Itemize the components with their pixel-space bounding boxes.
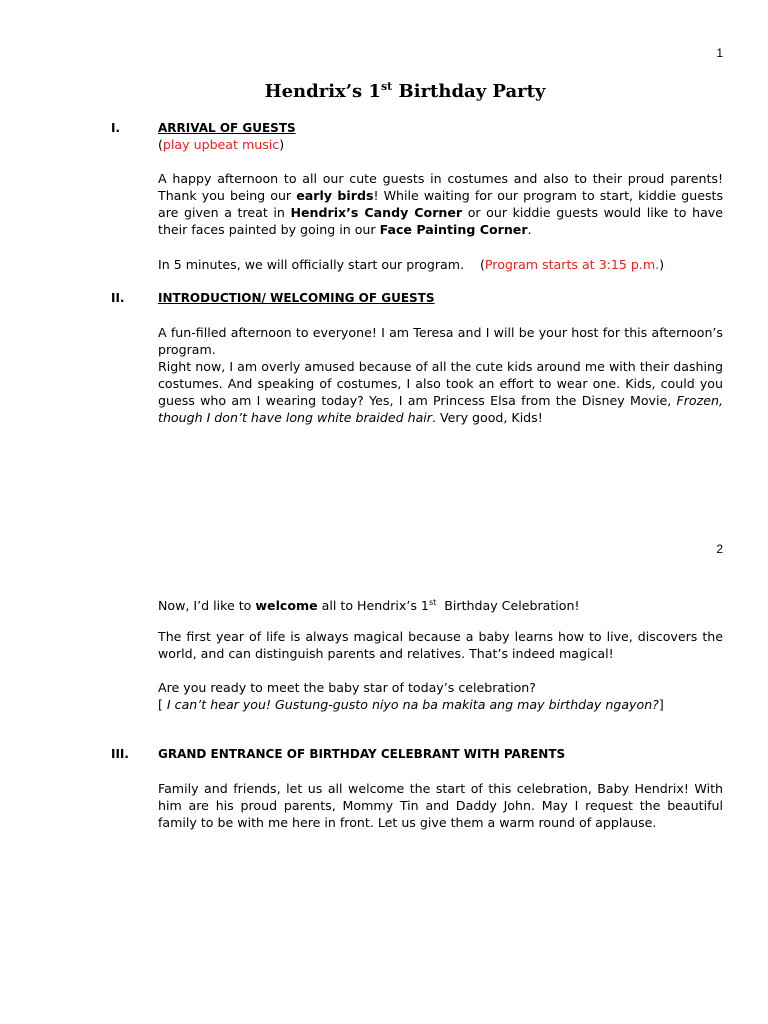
page-number: 2 — [716, 542, 723, 556]
section-heading: ARRIVAL OF GUESTS — [158, 121, 296, 135]
page-number: 1 — [716, 46, 723, 60]
section-number: III. — [111, 747, 129, 761]
grand-entrance-paragraph: Family and friends, let us all welcome the start of this celebration, Baby Hendrix! With him are his proud parents, Mommy Tin and Daddy John. May I request the beautiful family to be with me here in front. Let us give them a warm round of applause. — [158, 781, 723, 830]
host-intro-paragraph: A fun-filled afternoon to everyone! I am Teresa and I will be your host for this afternoon’s program. Right now, I am overly amused because of all the cute kids around me with their dashing costumes. And speaking of costumes, I also took an effort to wear one. Kids, could you guess who am I wearing today? Yes, I am Princess Elsa from the Disney Movie, Frozen, though I don’t have long white braided hair. Very good, Kids! — [158, 325, 723, 425]
welcome-paragraph: Now, I’d like to welcome all to Hendrix’s 1st Birthday Celebration! — [158, 598, 580, 614]
section-heading: GRAND ENTRANCE OF BIRTHDAY CELEBRANT WITH PARENTS — [158, 747, 566, 761]
section-number: II. — [111, 291, 125, 305]
program-start-paragraph: In 5 minutes, we will officially start our program. (Program starts at 3:15 p.m.) — [158, 257, 665, 272]
page-title: Hendrix’s 1st Birthday Party — [264, 80, 546, 102]
section-heading: INTRODUCTION/ WELCOMING OF GUESTS — [158, 291, 435, 305]
first-year-paragraph: The first year of life is always magical because a baby learns how to live, discovers the world, and can distinguish parents and relatives. That’s indeed magical! — [158, 629, 723, 661]
ready-paragraph: Are you ready to meet the baby star of today’s celebration? [ I can’t hear you! Gustung-gusto niyo na ba makita ang may birthday ngayon?] — [158, 680, 664, 712]
arrival-paragraph: A happy afternoon to all our cute guests in costumes and also to their proud parents! Thank you being our early birds! While waiting for our program to start, kiddie guests are given a treat in Hendrix’s Candy Corner or our kiddie guests would like to have their faces painted by going in our Face Painting Corner. — [158, 171, 724, 237]
section-number: I. — [111, 121, 121, 135]
music-cue: (play upbeat music) — [158, 137, 285, 152]
